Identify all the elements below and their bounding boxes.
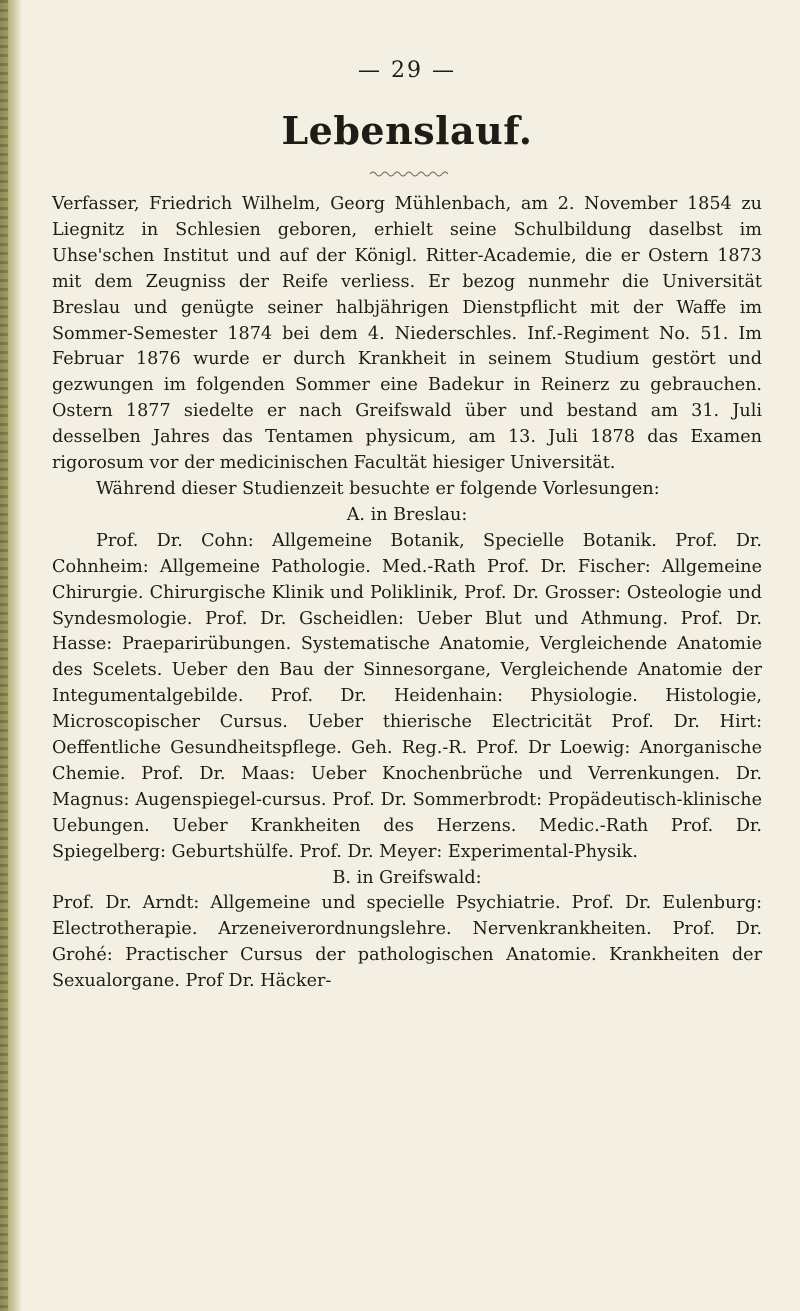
breslau-heading: A. in Breslau: xyxy=(346,504,468,525)
page-title: Lebenslauf. xyxy=(281,108,533,153)
breslau-lecture-list: Prof. Dr. Cohn: Allgemeine Botanik, Specielle Botanik. Prof. Dr. Cohnheim: Allgemeine Pathologie. Med.-Rath Prof. Dr. Fischer: Allgemeine Chirurgie. Chirurgische Klinik und Poliklinik, Prof. Dr. Grosser: Osteologie und Syndesmologie. Prof. Dr. Gscheidlen: Ueber Blut und Athmung. Prof. Dr. Hasse: Praeparirübungen. Systematische Anatomie, Vergleichende Anatomie des Scelets. Ueber den Bau der Sinnesorgane, Vergleichende Anatomie der Integumentalgebilde. Prof. Dr. Heidenhain: Physiologie. Histologie, Microscopischer Cursus. Ueber thierische Electricität Prof. Dr. Hirt: Oeffentliche Gesundheitspflege. Geh. Reg.-R. Prof. Dr Loewig: Anorganische Chemie. Prof. Dr. Maas: Ueber Knochenbrüche und Verrenkungen. Dr. Magnus: Augenspiegel-cursus. Prof. Dr. Sommerbrodt: Propädeutisch-klinische Uebungen. Ueber Krankheiten des Herzens. Medic.-Rath Prof. Dr. Spiegelberg: Geburtshülfe. Prof. Dr. Meyer: Experimental-Physik. xyxy=(52,530,762,862)
title-ornament xyxy=(368,170,452,178)
binding-edge-texture xyxy=(0,0,8,1311)
greifswald-lecture-list: Prof. Dr. Arndt: Allgemeine und specielle Psychiatrie. Prof. Dr. Eulenburg: Electrotherapie. Arzeneiverordnungslehre. Nervenkrankheiten. Prof. Dr. Grohé: Practischer Cursus der pathologischen Anatomie. Krankheiten der Sexualorgane. Prof Dr. Häcker- xyxy=(52,893,762,992)
page-number: — 29 — xyxy=(358,58,456,83)
lectures-intro: Während dieser Studienzeit besuchte er folgende Vorlesungen: xyxy=(96,478,660,499)
biography-paragraph: Verfasser, Friedrich Wilhelm, Georg Mühlenbach, am 2. November 1854 zu Liegnitz in Schlesien geboren, erhielt seine Schulbildung daselbst im Uhse'schen Institut und auf der Königl. Ritter-Academie, die er Ostern 1873 mit dem Zeugniss der Reife verliess. Er bezog nunmehr die Universität Breslau und genügte seiner halbjährigen Dienstpflicht mit der Waffe im Sommer-Semester 1874 bei dem 4. Niederschles. Inf.-Regiment No. 51. Im Februar 1876 wurde er durch Krankheit in seinem Studium gestört und gezwungen im folgenden Sommer eine Badekur in Reinerz zu gebrauchen. Ostern 1877 siedelte er nach Greifswald über und bestand am 31. Juli desselben Jahres das Tentamen physicum, am 13. Juli 1878 das Examen rigorosum vor der medicinischen Facultät hiesiger Universität. xyxy=(52,194,762,474)
document-body xyxy=(52,192,762,995)
greifswald-heading: B. in Greifswald: xyxy=(332,867,482,888)
